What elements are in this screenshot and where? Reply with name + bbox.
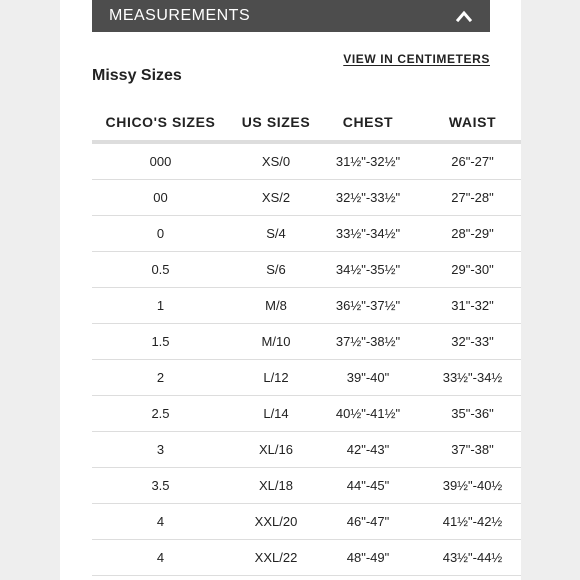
section-title: Missy Sizes [92, 67, 182, 84]
chicos-size-cell: 3 [92, 432, 229, 468]
measurements-accordion-header[interactable] [92, 0, 490, 32]
table-row [92, 468, 521, 504]
us-size-cell: XL/16 [229, 432, 323, 468]
us-size-cell: XS/2 [229, 180, 323, 216]
table-row [92, 360, 521, 396]
waist-cell: 29"-30" [413, 252, 521, 288]
column-header-waist: WAIST [413, 104, 521, 142]
table-row [92, 180, 521, 216]
column-header-chicos-sizes: CHICO'S SIZES [92, 104, 229, 142]
table-row [92, 540, 521, 576]
chicos-size-cell: 1.5 [92, 324, 229, 360]
chicos-size-cell: 0.5 [92, 252, 229, 288]
us-size-cell: L/14 [229, 396, 323, 432]
us-size-cell: S/4 [229, 216, 323, 252]
chicos-size-cell: 2.5 [92, 396, 229, 432]
chest-cell: 44"-45" [323, 468, 413, 504]
waist-cell: 31"-32" [413, 288, 521, 324]
chest-cell: 48"-49" [323, 540, 413, 576]
waist-cell: 35"-36" [413, 396, 521, 432]
chest-cell: 40½"-41½" [323, 396, 413, 432]
chest-cell: 34½"-35½" [323, 252, 413, 288]
chest-cell: 36½"-37½" [323, 288, 413, 324]
chevron-up-icon[interactable] [456, 10, 472, 22]
table-row [92, 396, 521, 432]
column-header-us-sizes: US SIZES [229, 104, 323, 142]
chicos-size-cell: 000 [92, 142, 229, 180]
waist-cell: 32"-33" [413, 324, 521, 360]
chicos-size-cell: 2 [92, 360, 229, 396]
table-row [92, 324, 521, 360]
chicos-size-cell: 4 [92, 504, 229, 540]
size-table [92, 104, 521, 576]
us-size-cell: M/8 [229, 288, 323, 324]
us-size-cell: XXL/20 [229, 504, 323, 540]
view-in-centimeters-link[interactable]: VIEW IN CENTIMETERS [343, 52, 490, 66]
table-row [92, 504, 521, 540]
us-size-cell: XL/18 [229, 468, 323, 504]
waist-cell: 27"-28" [413, 180, 521, 216]
chest-cell: 37½"-38½" [323, 324, 413, 360]
chicos-size-cell: 1 [92, 288, 229, 324]
us-size-cell: M/10 [229, 324, 323, 360]
waist-cell: 43½"-44½ [413, 540, 521, 576]
waist-cell: 28"-29" [413, 216, 521, 252]
table-header-row [92, 104, 521, 142]
table-row [92, 288, 521, 324]
waist-cell: 39½"-40½ [413, 468, 521, 504]
chicos-size-cell: 4 [92, 540, 229, 576]
waist-cell: 26"-27" [413, 142, 521, 180]
chest-cell: 42"-43" [323, 432, 413, 468]
waist-cell: 41½"-42½ [413, 504, 521, 540]
chest-cell: 39"-40" [323, 360, 413, 396]
column-header-chest: CHEST [323, 104, 413, 142]
chest-cell: 46"-47" [323, 504, 413, 540]
chest-cell: 33½"-34½" [323, 216, 413, 252]
chest-cell: 31½"-32½" [323, 142, 413, 180]
size-chart-panel [60, 0, 521, 580]
us-size-cell: S/6 [229, 252, 323, 288]
waist-cell: 33½"-34½ [413, 360, 521, 396]
chicos-size-cell: 00 [92, 180, 229, 216]
table-row [92, 142, 521, 180]
us-size-cell: L/12 [229, 360, 323, 396]
us-size-cell: XXL/22 [229, 540, 323, 576]
us-size-cell: XS/0 [229, 142, 323, 180]
waist-cell: 37"-38" [413, 432, 521, 468]
table-row [92, 216, 521, 252]
chest-cell: 32½"-33½" [323, 180, 413, 216]
chicos-size-cell: 3.5 [92, 468, 229, 504]
chicos-size-cell: 0 [92, 216, 229, 252]
measurements-title: MEASUREMENTS [109, 7, 251, 24]
table-row [92, 432, 521, 468]
table-row [92, 252, 521, 288]
